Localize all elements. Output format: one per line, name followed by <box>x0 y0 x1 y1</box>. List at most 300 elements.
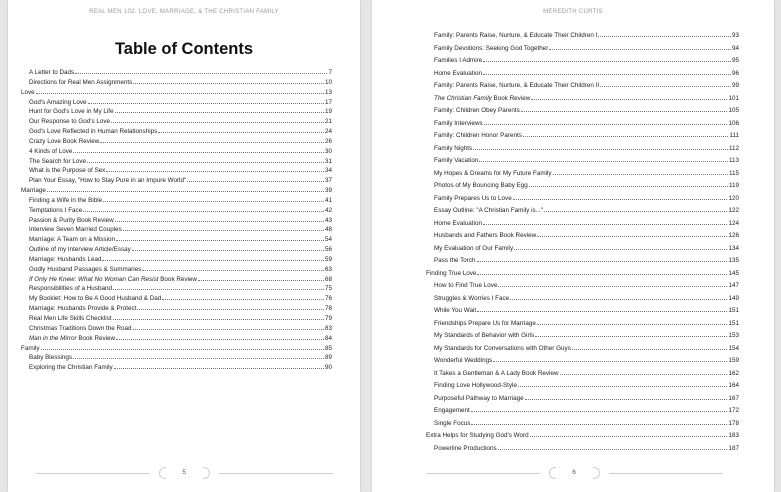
toc-entry[interactable] <box>434 104 739 114</box>
dot-leader <box>115 112 324 113</box>
toc-entry-page: 145 <box>728 269 739 277</box>
toc-entry-title-text: Pass the Torch <box>434 257 476 264</box>
toc-entry-title-text: God's Amazing Love <box>29 98 87 106</box>
toc-entry-page: 101 <box>728 94 739 102</box>
toc-entry-title-text: Finding Love Hollywood-Style <box>434 382 517 389</box>
toc-entry-title-text: A Letter to Dads <box>29 69 75 76</box>
right-page <box>372 0 774 492</box>
toc-entry-title-text: Photos of My Bouncing Baby Egg <box>434 182 528 189</box>
dot-leader <box>115 221 324 222</box>
toc-entry-title-text: Marriage: Husbands Lead <box>29 255 102 263</box>
running-header: REAL MEN 102: LOVE, MARRIAGE, & THE CHRISTIAN FAMILY <box>89 9 279 15</box>
toc-entry-title-text: Marriage: Husbands Provide & Protect <box>29 305 137 313</box>
toc-entry-page: 39 <box>324 187 332 195</box>
toc-entry-title-text: Home Evaluation <box>434 69 482 77</box>
toc-entry-page: 84 <box>324 334 332 342</box>
toc-entry[interactable] <box>434 179 739 189</box>
toc-entry-page: 154 <box>728 344 739 352</box>
dot-leader <box>116 339 324 340</box>
dot-leader <box>477 311 727 312</box>
toc-entry-title-text: Exploring the Christian Family <box>29 364 113 372</box>
toc-section-entry[interactable] <box>21 342 332 352</box>
toc-section-entry[interactable] <box>21 184 332 194</box>
toc-entry-title <box>434 232 536 239</box>
toc-entry-page: 105 <box>728 107 739 114</box>
toc-entry[interactable] <box>29 66 332 76</box>
dot-leader <box>73 152 324 153</box>
toc-entry-title-text: Powerline Productions <box>434 444 497 452</box>
toc-entry-page: 183 <box>728 432 739 439</box>
dot-leader <box>137 309 324 310</box>
toc-entry-title <box>434 257 476 264</box>
toc-entry[interactable] <box>29 115 332 125</box>
toc-entry-page: 41 <box>324 196 332 204</box>
dot-leader <box>544 211 727 212</box>
toc-entry[interactable] <box>29 312 332 322</box>
dot-leader <box>600 86 731 87</box>
toc-entry-title <box>29 364 113 371</box>
toc-entry[interactable] <box>434 129 739 139</box>
toc-entry-title-text: Friendships Prepare Us for Marriage <box>434 319 536 327</box>
toc-entry[interactable] <box>434 192 739 202</box>
toc-entry-title <box>434 345 571 352</box>
toc-entry-title-text: If Only He Knew: What No Woman Can Resist <box>29 275 159 283</box>
toc-entry-page: 17 <box>324 98 332 106</box>
toc-entry[interactable] <box>29 273 332 283</box>
dot-leader <box>111 122 324 123</box>
toc-entry-title <box>434 357 492 364</box>
toc-entry-title <box>434 57 482 64</box>
toc-entry-title-text: Real Men Life Skills Checklist <box>29 315 112 322</box>
dot-leader <box>47 191 324 192</box>
dot-leader <box>158 132 324 133</box>
left-page <box>8 0 360 492</box>
toc-entry-title-text: Passion & Purity Book Review <box>29 216 114 224</box>
dot-leader <box>133 83 324 84</box>
toc-entry-page: 89 <box>324 354 332 362</box>
toc-entry-title-text: Family Devotions: Seeking God Together <box>434 44 549 52</box>
dot-leader <box>162 299 324 300</box>
toc-entry-page: 54 <box>324 236 332 244</box>
toc-entry-page: 94 <box>731 44 739 52</box>
dot-leader <box>523 136 729 137</box>
toc-entry-page: 56 <box>324 246 332 254</box>
toc-entry-title-text: My Booklet: How to Be A Good Husband & Dad <box>29 295 162 303</box>
toc-entry-title <box>434 407 470 414</box>
toc-entry-title <box>434 370 559 377</box>
dot-leader <box>525 399 728 400</box>
toc-entry-title-text: Families I Admire <box>434 57 483 64</box>
toc-entry-page: 112 <box>728 144 739 152</box>
toc-entry-title <box>426 432 529 439</box>
toc-entry-title-text: The Christian Family <box>434 94 492 102</box>
toc-entry-title-text: Family: Children Honor Parents <box>434 132 522 139</box>
dot-leader <box>572 349 728 350</box>
dot-leader <box>535 336 727 337</box>
toc-entry-title-text: Responsibilities of a Husband <box>29 285 112 293</box>
toc-entry-title-text: Family: Children Obey Parents <box>434 107 520 114</box>
toc-entry-title-text: Finding True Love <box>426 269 477 277</box>
dot-leader <box>87 162 324 163</box>
toc-entry-title <box>434 107 520 114</box>
toc-entry-page: 76 <box>324 295 332 303</box>
toc-section-entry[interactable] <box>21 86 332 96</box>
toc-entry-title-text: Extra Helps for Studying God's Word <box>426 432 529 439</box>
toc-entry-title <box>426 270 476 277</box>
toc-entry-page: 134 <box>728 244 739 252</box>
toc-entry-title-text: Hunt for God's Love in My Life <box>29 108 114 116</box>
toc-entry-title-text: How to Find True Love <box>434 282 498 289</box>
toc-entry-page: 151 <box>728 307 739 314</box>
toc-entry-page: 126 <box>728 232 739 239</box>
toc-entry[interactable] <box>29 292 332 302</box>
toc-entry[interactable] <box>434 317 739 327</box>
toc-entry[interactable] <box>434 67 739 77</box>
toc-entry[interactable] <box>29 263 332 273</box>
toc-entry[interactable] <box>29 164 332 174</box>
toc-entry-page: 10 <box>324 78 332 86</box>
toc-entry-page: 59 <box>324 255 332 263</box>
dot-leader <box>123 230 324 231</box>
toc-entry-title <box>434 207 543 214</box>
toc-entry-title-text: My Standards for Conversations with Other Guys <box>434 344 571 352</box>
toc-entry[interactable] <box>434 42 739 52</box>
toc-entry[interactable] <box>29 125 332 135</box>
toc-entry[interactable] <box>29 145 332 155</box>
toc-entry[interactable] <box>434 154 739 164</box>
toc-entry[interactable] <box>434 404 739 414</box>
toc-entry[interactable] <box>29 233 332 243</box>
toc-entry[interactable] <box>29 322 332 332</box>
dot-leader <box>88 103 324 104</box>
dot-leader <box>471 411 728 412</box>
toc-entry-page: 43 <box>324 216 332 224</box>
toc-entry[interactable] <box>29 214 332 224</box>
toc-entry[interactable] <box>434 367 739 377</box>
dot-leader <box>73 358 324 359</box>
dot-leader <box>537 236 727 237</box>
dot-leader <box>553 174 728 175</box>
toc-entry[interactable] <box>29 105 332 115</box>
dot-leader <box>493 361 727 362</box>
dot-leader <box>75 73 327 74</box>
toc-entry[interactable] <box>434 204 739 214</box>
toc-entry-title-text: Family Vacation <box>434 157 479 164</box>
toc-section-entry[interactable] <box>426 267 739 277</box>
toc-entry-title-text: Marriage <box>21 187 46 195</box>
dot-leader <box>477 261 728 262</box>
toc-entry-page: 149 <box>728 294 739 302</box>
toc-entry-page: 48 <box>324 226 332 234</box>
toc-entry-title-text: Christmas Traditions Down the Road <box>29 324 132 332</box>
dot-leader <box>116 240 324 241</box>
toc-entry-title-text: Single Focus <box>434 419 471 427</box>
toc-entry-page: 83 <box>324 324 332 332</box>
toc-entry[interactable] <box>434 279 739 289</box>
toc-entry-page: 153 <box>728 332 739 339</box>
toc-entry-title <box>434 45 548 52</box>
toc-entry[interactable] <box>434 229 739 239</box>
toc-entry[interactable] <box>434 167 739 177</box>
toc-entry-page: 113 <box>728 157 739 164</box>
toc-entry[interactable] <box>434 417 739 427</box>
toc-entry-title-text: My Hopes & Dreams for My Future Family <box>434 169 552 177</box>
toc-entry-page: 13 <box>324 88 332 96</box>
dot-leader <box>113 319 324 320</box>
toc-entry-title <box>434 170 552 177</box>
toc-entry[interactable] <box>29 155 332 165</box>
dot-leader <box>132 250 324 251</box>
toc-entry[interactable] <box>29 332 332 342</box>
toc-entry-page: 151 <box>728 319 739 327</box>
toc-entry[interactable] <box>434 254 739 264</box>
toc-entry-title <box>434 307 476 314</box>
toc-entry-page: 85 <box>324 344 332 352</box>
toc-entry-page: 26 <box>324 137 332 145</box>
toc-entry-title-text: Husbands and Fathers Book Review <box>434 232 537 239</box>
toc-entry-page: 122 <box>728 207 739 214</box>
toc-entry-page: 75 <box>324 285 332 293</box>
toc-entry-title <box>434 195 512 202</box>
toc-entry-title <box>434 220 482 227</box>
toc-entry-page: 115 <box>728 169 739 177</box>
toc-entry-title <box>434 295 509 302</box>
toc-entry-title-text: Struggles & Worries I Face <box>434 294 510 302</box>
toc-entry-page: 164 <box>728 382 739 389</box>
toc-entry-title-suffix: Book Review <box>158 275 197 283</box>
dot-leader <box>471 424 727 425</box>
dot-leader <box>514 249 727 250</box>
toc-entry[interactable] <box>29 96 332 106</box>
toc-entry-page: 68 <box>324 275 332 283</box>
toc-entry-page: 42 <box>324 206 332 214</box>
toc-entry[interactable] <box>29 253 332 263</box>
toc-entry-page: 93 <box>731 32 739 39</box>
toc-entry-title <box>434 382 517 389</box>
dot-leader <box>102 260 324 261</box>
toc-entry-title <box>434 282 497 289</box>
toc-entry-title-text: Temptations I Face <box>29 206 83 214</box>
toc-entry-page: 34 <box>324 167 332 175</box>
dot-leader <box>83 211 324 212</box>
toc-entry-title-text: Marriage: A Team on a Mission <box>29 236 115 244</box>
toc-entry-page: 79 <box>324 315 332 322</box>
dot-leader <box>106 171 324 172</box>
toc-entry-page: 120 <box>728 194 739 202</box>
toc-entry-page: 167 <box>728 394 739 402</box>
toc-entry[interactable] <box>29 194 332 204</box>
toc-entry[interactable] <box>434 329 739 339</box>
dot-leader <box>114 368 324 369</box>
dot-leader <box>483 61 731 62</box>
toc-entry[interactable] <box>434 304 739 314</box>
toc-entry[interactable] <box>29 174 332 184</box>
dot-leader <box>36 93 324 94</box>
toc-section-entry[interactable] <box>426 429 739 439</box>
dot-leader <box>498 449 728 450</box>
toc-entry-page: 96 <box>731 69 739 77</box>
dot-leader <box>531 99 727 100</box>
toc-entry[interactable] <box>29 204 332 214</box>
toc-entry-page: 159 <box>728 357 739 364</box>
dot-leader <box>537 324 728 325</box>
toc-entry-title-text: My Evaluation of Our Family <box>434 244 514 252</box>
toc-entry-title <box>434 32 597 39</box>
toc-entry[interactable] <box>434 92 739 102</box>
dot-leader <box>103 201 324 202</box>
toc-entry-page: 124 <box>728 219 739 227</box>
toc-entry-page: 30 <box>324 147 332 155</box>
toc-entry-title-text: Love <box>21 88 35 96</box>
toc-entry-page: 178 <box>728 419 739 427</box>
toc-entry-page: 147 <box>728 282 739 289</box>
toc-entry[interactable] <box>434 292 739 302</box>
toc-entry[interactable] <box>434 29 739 39</box>
toc-entry[interactable] <box>434 442 739 452</box>
dot-leader <box>513 199 728 200</box>
toc-entry-title-text: Home Evaluation <box>434 219 482 227</box>
dot-leader <box>473 149 728 150</box>
toc-entry-page: 21 <box>324 118 332 126</box>
toc-entry-page: 37 <box>324 177 332 185</box>
dot-leader <box>479 161 728 162</box>
toc-entry-title <box>434 182 528 189</box>
toc-entry-page: 19 <box>324 108 332 116</box>
dot-leader <box>142 270 324 271</box>
page-title: Table of Contents <box>114 40 254 58</box>
toc-entry-title-text: The Search for Love <box>29 157 87 165</box>
dot-leader <box>598 36 731 37</box>
toc-entry-title-text: Our Response to God's Love <box>29 118 111 126</box>
dot-leader <box>41 349 324 350</box>
toc-entry[interactable] <box>434 392 739 402</box>
toc-entry-title-text: Family Interviews <box>434 119 483 127</box>
toc-entry-title <box>434 157 478 164</box>
toc-entry-title-text: Family Nights <box>434 144 473 152</box>
toc-entry-title-text: God's Love Reflected in Human Relationships <box>29 128 158 136</box>
toc-entry-title <box>434 95 530 102</box>
toc-entry[interactable] <box>434 342 739 352</box>
toc-entry-page: 119 <box>728 182 739 189</box>
toc-entry-page: 172 <box>728 407 739 414</box>
toc-entry[interactable] <box>29 351 332 361</box>
toc-entry-title <box>434 445 497 452</box>
dot-leader <box>133 329 324 330</box>
toc-entry-title <box>434 320 536 327</box>
dot-leader <box>529 186 728 187</box>
toc-entry-title-text: What is the Purpose of Sex <box>29 167 106 175</box>
dot-leader <box>521 111 728 112</box>
dot-leader <box>100 142 324 143</box>
dot-leader <box>187 181 324 182</box>
toc-entry-page: 106 <box>728 119 739 127</box>
toc-entry-page: 63 <box>324 265 332 273</box>
toc-entry[interactable] <box>29 302 332 312</box>
toc-entry-page: 95 <box>731 57 739 64</box>
toc-entry-title <box>434 132 522 139</box>
dot-leader <box>530 436 728 437</box>
toc-entry-title-text: While You Wait <box>434 307 477 314</box>
toc-entry-title <box>434 120 483 127</box>
toc-entry-title-text: 4 Kinds of Love <box>29 147 73 155</box>
toc-entry[interactable] <box>29 223 332 233</box>
toc-entry-title-text: Outline of my Interview Article/Essay <box>29 246 131 254</box>
dot-leader <box>113 289 324 290</box>
dot-leader <box>498 286 727 287</box>
toc-entry-title-text: Baby Blessings <box>29 354 73 362</box>
dot-leader <box>484 124 728 125</box>
toc-entry-page: 78 <box>324 305 332 313</box>
toc-entry-title-text: My Standards of Behavior with Girls <box>434 332 535 339</box>
toc-entry-title-suffix: Book Review <box>76 334 116 342</box>
toc-entry-title <box>434 395 524 402</box>
toc-entry-title <box>434 245 513 252</box>
toc-entry[interactable] <box>434 379 739 389</box>
toc-entry-page: 111 <box>729 132 739 139</box>
toc-entry-title-text: Directions for Real Men Assignments <box>29 78 133 86</box>
toc-entry-title-text: Plan Your Essay, "How to Stay Pure in an Impure World" <box>29 177 187 185</box>
toc-entry[interactable] <box>29 135 332 145</box>
page-number: 5 <box>182 469 186 476</box>
toc-entry-title-text: Family Prepares Us to Love <box>434 194 512 202</box>
toc-entry-page: 7 <box>328 69 332 76</box>
running-header: MEREDITH CURTIS <box>543 9 603 15</box>
dot-leader <box>549 49 731 50</box>
dot-leader <box>477 274 727 275</box>
toc-entry-title <box>434 70 482 77</box>
dot-leader <box>483 224 728 225</box>
toc-entry-title-text: Finding a Wife in the Bible <box>29 196 103 204</box>
toc-entry[interactable] <box>434 242 739 252</box>
toc-entry-title <box>434 145 472 152</box>
toc-entry-title <box>434 332 534 339</box>
toc-entry[interactable] <box>434 354 739 364</box>
toc-entry-title-text: Family <box>21 344 40 352</box>
page-number-ornament <box>372 467 774 479</box>
toc-entry-title-text: Family: Parents Raise, Nurture, & Educate Their Children I <box>434 32 598 39</box>
toc-entry-page: 24 <box>324 128 332 136</box>
page-number: 6 <box>572 469 576 476</box>
dot-leader <box>198 280 324 281</box>
toc-entry[interactable] <box>434 117 739 127</box>
page-number-ornament <box>8 467 360 479</box>
toc-entry[interactable] <box>434 79 739 89</box>
toc-entry[interactable] <box>434 142 739 152</box>
toc-entry[interactable] <box>434 54 739 64</box>
toc-entry-title-text: It Takes a Gentleman & A Lady Book Review <box>434 369 559 377</box>
toc-entry-title-text: Family: Parents Raise, Nurture, & Educate Their Children II <box>434 82 600 89</box>
toc-entry[interactable] <box>29 282 332 292</box>
toc-entry[interactable] <box>29 361 332 371</box>
toc-entry-page: 31 <box>324 157 332 165</box>
dot-leader <box>510 299 727 300</box>
toc-entry-page: 187 <box>728 444 739 452</box>
toc-entry-title <box>434 82 599 89</box>
toc-entry[interactable] <box>29 76 332 86</box>
toc-entry[interactable] <box>434 217 739 227</box>
toc-entry-title-text: Interview Seven Married Couples <box>29 226 122 234</box>
toc-entry[interactable] <box>29 243 332 253</box>
dot-leader <box>560 374 728 375</box>
dot-leader <box>483 74 731 75</box>
toc-entry-title-text: Crazy Love Book Review <box>29 137 100 145</box>
toc-entry-title-suffix: Book Review <box>491 94 531 102</box>
toc-entry-title-text: Wonderful Weddings <box>434 357 493 364</box>
toc-entry-page: 162 <box>728 369 739 377</box>
toc-entry-title-text: Godly Husband Passages & Summaries <box>29 265 142 273</box>
toc-entry-title-text: Man in the Mirror <box>29 334 77 342</box>
toc-entry-page: 99 <box>731 82 739 89</box>
